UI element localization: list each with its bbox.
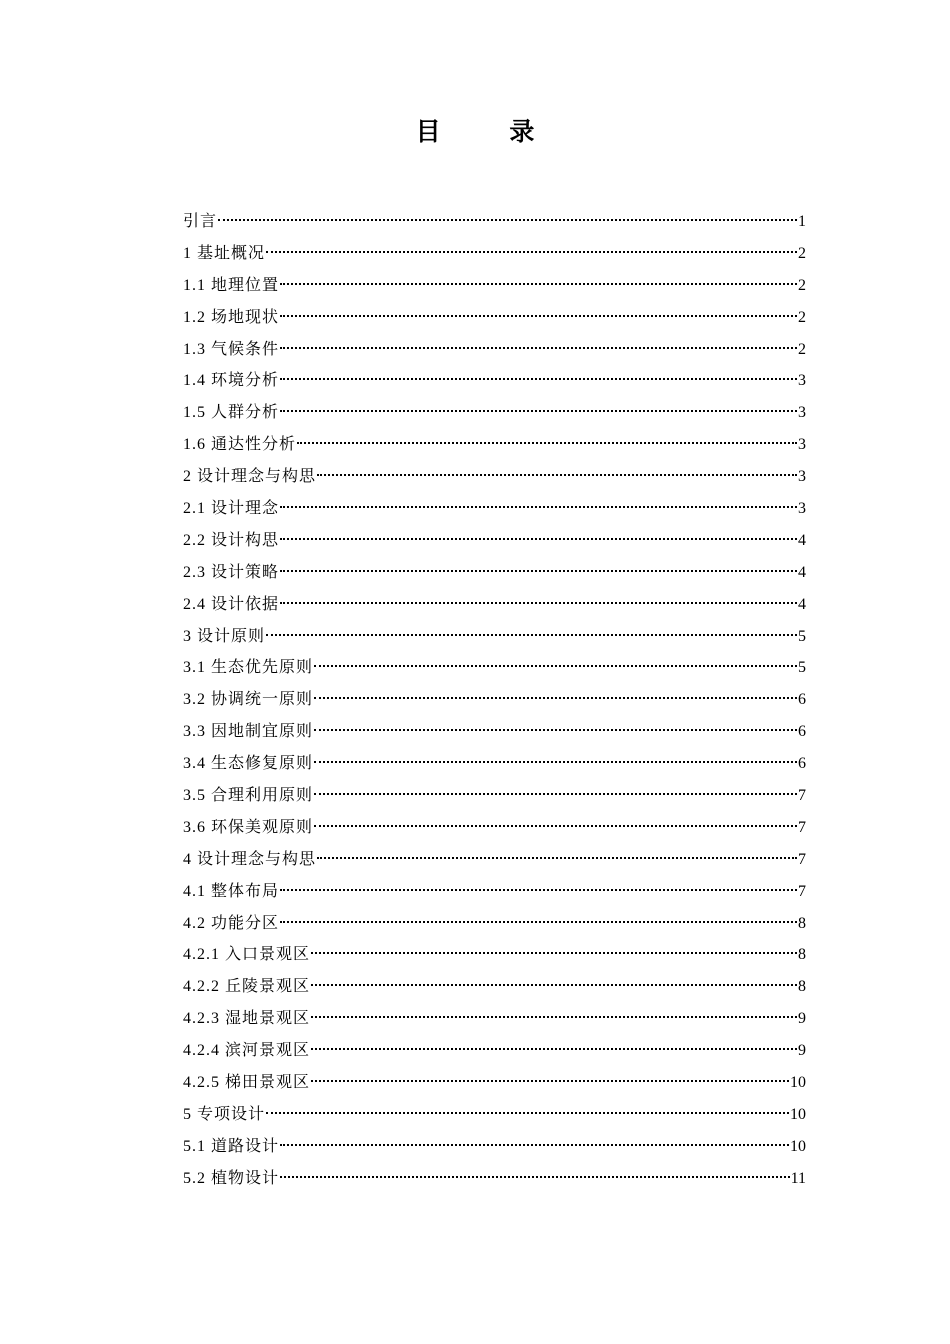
- dot-leader: [297, 442, 797, 444]
- toc-entry-page: 4: [798, 595, 806, 613]
- dot-leader: [280, 378, 797, 380]
- toc-entry-page: 6: [798, 755, 806, 773]
- toc-entry-label: 5 专项设计: [183, 1105, 266, 1123]
- toc-entry[interactable]: [183, 1067, 806, 1099]
- toc-entry-label: 5.1 道路设计: [183, 1137, 280, 1155]
- toc-entry-page: 10: [790, 1074, 806, 1092]
- toc-entry-page: 3: [798, 436, 806, 454]
- toc-entry-page: 10: [790, 1137, 806, 1155]
- toc-entry[interactable]: [183, 908, 806, 940]
- toc-entry-page: 7: [798, 787, 806, 805]
- toc-entry-page: 6: [798, 691, 806, 709]
- dot-leader: [314, 793, 797, 795]
- dot-leader: [280, 921, 797, 923]
- toc-entry[interactable]: [183, 1003, 806, 1035]
- toc-entry[interactable]: [183, 621, 806, 653]
- toc-entry[interactable]: [183, 684, 806, 716]
- dot-leader: [280, 602, 797, 604]
- dot-leader: [317, 857, 797, 859]
- toc-entry-label: 3.6 环保美观原则: [183, 818, 314, 836]
- toc-entry-label: 4.1 整体布局: [183, 882, 280, 900]
- toc-entry-page: 8: [798, 946, 806, 964]
- dot-leader: [314, 825, 797, 827]
- toc-entry[interactable]: [183, 844, 806, 876]
- toc-entry-page: 2: [798, 340, 806, 358]
- toc-entry-label: 1.2 场地现状: [183, 308, 280, 326]
- dot-leader: [280, 506, 797, 508]
- toc-entry[interactable]: [183, 1131, 806, 1163]
- toc-entry-page: 7: [798, 850, 806, 868]
- toc-entry[interactable]: [183, 780, 806, 812]
- toc-entry-label: 4.2.1 入口景观区: [183, 946, 311, 964]
- toc-entry[interactable]: [183, 557, 806, 589]
- toc-entry-page: 7: [798, 818, 806, 836]
- toc-entry-page: 5: [798, 627, 806, 645]
- toc-entry-page: 11: [790, 1169, 806, 1187]
- toc-entry[interactable]: [183, 589, 806, 621]
- toc-entry-label: 2.3 设计策略: [183, 563, 280, 581]
- toc-entry-page: 8: [798, 914, 806, 932]
- dot-leader: [311, 1048, 797, 1050]
- toc-entry-label: 3.2 协调统一原则: [183, 691, 314, 709]
- toc-entry-label: 2 设计理念与构思: [183, 468, 317, 486]
- toc-entry-label: 4.2.2 丘陵景观区: [183, 978, 311, 996]
- toc-entry-label: 4.2.3 湿地景观区: [183, 1010, 311, 1028]
- dot-leader: [280, 410, 797, 412]
- toc-entry-page: 8: [798, 978, 806, 996]
- toc-entry-label: 2.4 设计依据: [183, 595, 280, 613]
- toc-entry[interactable]: [183, 812, 806, 844]
- dot-leader: [280, 1176, 790, 1178]
- dot-leader: [280, 347, 797, 349]
- toc-entry-label: 5.2 植物设计: [183, 1169, 280, 1187]
- toc-entry-page: 3: [798, 372, 806, 390]
- toc-entry[interactable]: [183, 652, 806, 684]
- toc-entry[interactable]: [183, 1163, 806, 1195]
- toc-entry-page: 5: [798, 659, 806, 677]
- toc-entry[interactable]: [183, 397, 806, 429]
- toc-entry[interactable]: [183, 939, 806, 971]
- toc-entry-label: 2.2 设计构思: [183, 531, 280, 549]
- toc-entry-page: 6: [798, 723, 806, 741]
- dot-leader: [314, 729, 797, 731]
- toc-entry-page: 9: [798, 1042, 806, 1060]
- toc-entry-page: 2: [798, 308, 806, 326]
- dot-leader: [317, 474, 797, 476]
- dot-leader: [266, 634, 797, 636]
- toc-entry-label: 3.3 因地制宜原则: [183, 723, 314, 741]
- toc-entry-label: 4 设计理念与构思: [183, 850, 317, 868]
- dot-leader: [311, 1080, 789, 1082]
- table-of-contents: [183, 206, 806, 1195]
- dot-leader: [314, 697, 797, 699]
- toc-entry[interactable]: [183, 206, 806, 238]
- dot-leader: [311, 984, 797, 986]
- dot-leader: [311, 1016, 797, 1018]
- toc-entry-page: 10: [790, 1105, 806, 1123]
- toc-entry-page: 3: [798, 404, 806, 422]
- dot-leader: [311, 952, 797, 954]
- toc-entry-page: 1: [798, 213, 806, 230]
- toc-entry-label: 1.5 人群分析: [183, 404, 280, 422]
- dot-leader: [280, 1144, 789, 1146]
- toc-entry[interactable]: [183, 238, 806, 270]
- toc-entry[interactable]: [183, 1035, 806, 1067]
- toc-entry-label: 1.3 气候条件: [183, 340, 280, 358]
- toc-entry[interactable]: [183, 971, 806, 1003]
- toc-entry-page: 9: [798, 1010, 806, 1028]
- toc-entry-page: 2: [798, 276, 806, 294]
- toc-entry[interactable]: [183, 270, 806, 302]
- toc-entry[interactable]: [183, 429, 806, 461]
- toc-entry-label: 4.2 功能分区: [183, 914, 280, 932]
- toc-entry-page: 3: [798, 500, 806, 518]
- dot-leader: [218, 219, 797, 221]
- toc-entry-page: 3: [798, 468, 806, 486]
- toc-entry[interactable]: [183, 493, 806, 525]
- dot-leader: [280, 538, 797, 540]
- toc-entry-label: 4.2.4 滨河景观区: [183, 1042, 311, 1060]
- dot-leader: [314, 761, 797, 763]
- dot-leader: [266, 251, 797, 253]
- toc-entry[interactable]: [183, 876, 806, 908]
- page-title: 目 录: [415, 117, 565, 146]
- toc-entry-page: 4: [798, 563, 806, 581]
- dot-leader: [280, 315, 797, 317]
- dot-leader: [280, 889, 797, 891]
- toc-entry-label: 2.1 设计理念: [183, 500, 280, 518]
- toc-entry[interactable]: [183, 1099, 806, 1131]
- dot-leader: [280, 570, 797, 572]
- toc-entry[interactable]: [183, 748, 806, 780]
- toc-entry[interactable]: [183, 716, 806, 748]
- toc-entry[interactable]: [183, 365, 806, 397]
- toc-entry-label: 3.1 生态优先原则: [183, 659, 314, 677]
- toc-entry[interactable]: [183, 461, 806, 493]
- toc-entry-label: 3.5 合理利用原则: [183, 787, 314, 805]
- dot-leader: [266, 1112, 789, 1114]
- toc-entry-label: 1.1 地理位置: [183, 276, 280, 294]
- toc-entry-label: 4.2.5 梯田景观区: [183, 1074, 311, 1092]
- toc-entry-page: 4: [798, 531, 806, 549]
- dot-leader: [280, 283, 797, 285]
- toc-entry-label: 3.4 生态修复原则: [183, 755, 314, 773]
- toc-entry-label: 3 设计原则: [183, 627, 266, 645]
- toc-entry-page: 2: [798, 244, 806, 262]
- toc-entry-label: 1.6 通达性分析: [183, 436, 297, 454]
- toc-entry-label: 1.4 环境分析: [183, 372, 280, 390]
- toc-entry-page: 7: [798, 882, 806, 900]
- toc-entry[interactable]: [183, 525, 806, 557]
- toc-entry-label: 引言: [183, 213, 218, 230]
- toc-entry-label: 1 基址概况: [183, 244, 266, 262]
- dot-leader: [314, 665, 797, 667]
- toc-entry[interactable]: [183, 302, 806, 334]
- toc-entry[interactable]: [183, 334, 806, 366]
